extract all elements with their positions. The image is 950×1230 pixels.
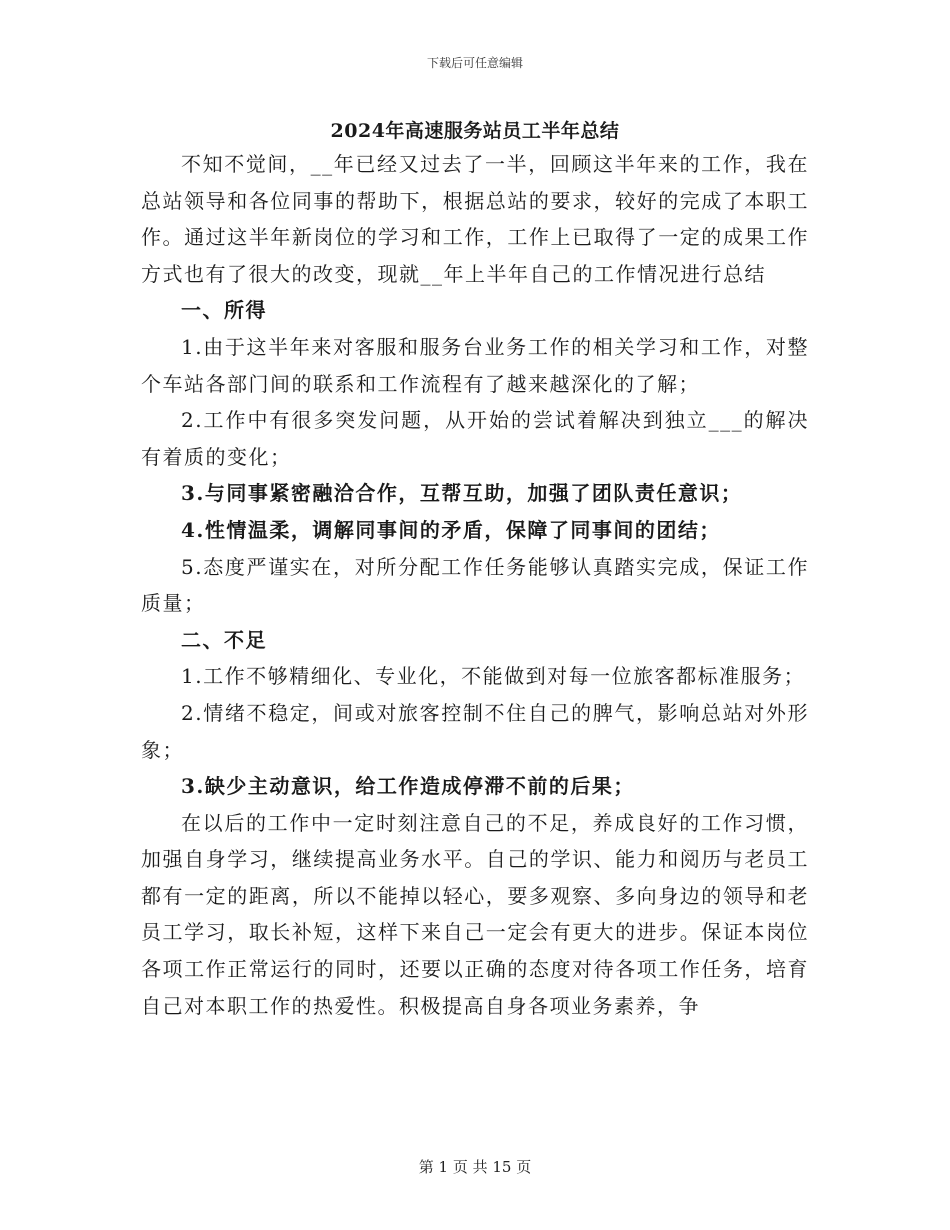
gains-item-1: 1.由于这半年来对客服和服务台业务工作的相关学习和工作，对整个车站各部门间的联系和工作流程有了越来越深化的了解； [141, 334, 809, 396]
shortcomings-item-3: 3.缺少主动意识，给工作造成停滞不前的后果； [181, 774, 635, 799]
gains-item-4: 4.性情温柔，调解同事间的矛盾，保障了同事间的团结； [181, 517, 721, 542]
section-heading-gains: 一、所得 [181, 298, 267, 323]
gains-item-3: 3.与同事紧密融洽合作，互帮互助，加强了团队责任意识； [181, 481, 743, 506]
page-number-footer: 第 1 页 共 15 页 [418, 1158, 532, 1176]
shortcomings-item-2: 2.情绪不稳定，间或对旅客控制不住自己的脾气，影响总站对外形象； [141, 700, 809, 762]
intro-paragraph: 不知不觉间，__年已经又过去了一半，回顾这半年来的工作，我在总站领导和各位同事的帮助下，根据总站的要求，较好的完成了本职工作。通过这半年新岗位的学习和工作，工作上已取得了一定的成果工作方式也有了很大的改变，现就__年上半年自己的工作情况进行总结 [141, 152, 809, 286]
document-title: 2024年高速服务站员工半年总结 [330, 120, 620, 142]
section-heading-shortcomings: 二、不足 [181, 627, 267, 652]
gains-item-5: 5.态度严谨实在，对所分配工作任务能够认真踏实完成，保证工作质量； [141, 554, 809, 616]
document-body [141, 146, 809, 1024]
shortcomings-item-1: 1.工作不够精细化、专业化，不能做到对每一位旅客都标准服务； [181, 664, 806, 689]
page-header-note: 下载后可任意编辑 [426, 56, 523, 70]
outlook-paragraph: 在以后的工作中一定时刻注意自己的不足，养成良好的工作习惯，加强自身学习，继续提高业务水平。自己的学识、能力和阅历与老员工都有一定的距离，所以不能掉以轻心，要多观察、多向身边的领导和老员工学习，取长补短，这样下来自己一定会有更大的进步。保证本岗位各项工作正常运行的同时，还要以正确的态度对待各项工作任务，培育自己对本职工作的热爱性。积极提高自身各项业务素养，争 [141, 810, 809, 1018]
gains-item-2: 2.工作中有很多突发问题，从开始的尝试着解决到独立___的解决有着质的变化； [141, 408, 809, 469]
